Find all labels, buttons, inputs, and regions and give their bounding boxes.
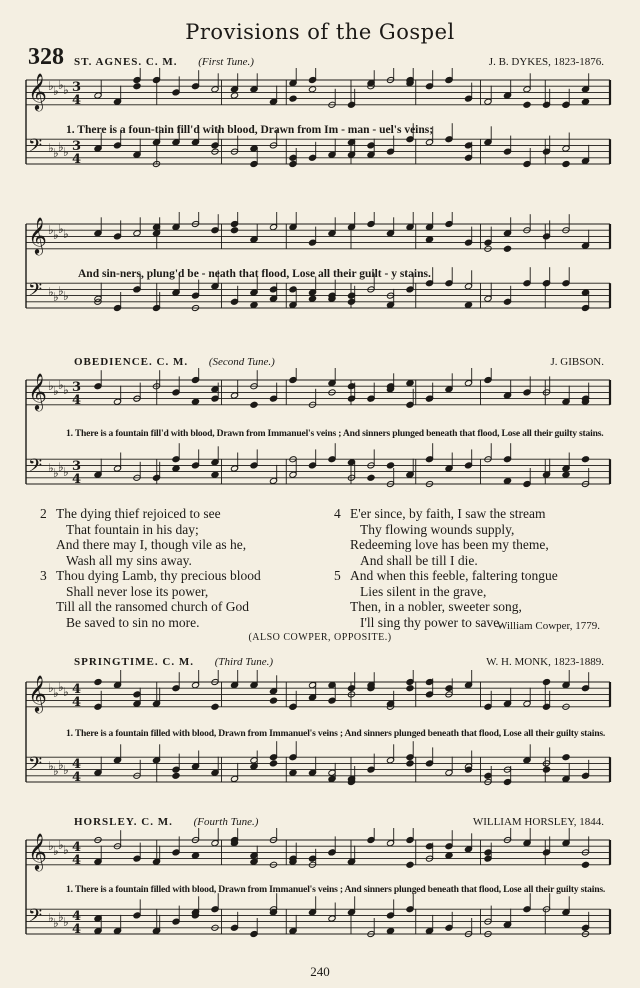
tune-heading-st-agnes xyxy=(74,56,254,68)
time-signature: 4 xyxy=(72,757,82,773)
note-head xyxy=(94,678,102,685)
flat-sign: ♭ xyxy=(58,78,64,92)
note-head xyxy=(406,760,414,767)
flat-sign: ♭ xyxy=(53,146,59,161)
verse-line: Redeeming love has been my theme, xyxy=(350,537,549,553)
note-head xyxy=(425,236,433,243)
time-signature: 4 xyxy=(72,770,82,786)
treble-clef: 𝄞 xyxy=(28,372,47,410)
note-head xyxy=(191,852,199,859)
bass-clef: 𝄢 xyxy=(28,906,43,932)
flat-sign: ♭ xyxy=(58,140,64,155)
verse-line: Thou dying Lamb, thy precious blood xyxy=(56,568,261,583)
composer-credit: J. GIBSON. xyxy=(550,356,604,368)
note-head xyxy=(269,697,277,704)
flat-sign: ♭ xyxy=(48,285,54,300)
note-head xyxy=(230,227,238,234)
time-signature: 3 xyxy=(72,80,82,95)
note-head xyxy=(386,462,394,469)
time-signature: 4 xyxy=(72,909,82,925)
page-title: Provisions of the Gospel xyxy=(185,20,455,44)
verse-line: Shall never lose its power, xyxy=(66,583,209,599)
flat-sign: ♭ xyxy=(63,83,69,97)
flat-sign: ♭ xyxy=(63,685,69,699)
verse-line: Then, in a nobler, sweeter song, xyxy=(350,599,522,615)
tune-heading-obedience xyxy=(74,356,275,368)
treble-clef: 𝄞 xyxy=(28,674,47,712)
verse-line: Lies silent in the grave, xyxy=(360,583,487,599)
flat-sign: ♭ xyxy=(63,763,69,778)
flat-sign: ♭ xyxy=(53,290,59,305)
bass-clef: 𝄢 xyxy=(28,280,43,306)
verse-number: 3 xyxy=(40,568,47,583)
note-head xyxy=(250,401,258,408)
composer-credit: J. B. DYKES, 1823-1876. xyxy=(488,56,604,68)
flat-sign: ♭ xyxy=(53,84,59,98)
flat-sign: ♭ xyxy=(58,838,64,852)
tune-name: ST. AGNES. C. M. xyxy=(74,56,178,68)
verse xyxy=(334,506,614,568)
verse-line: Be saved to sin no more. xyxy=(66,614,200,630)
note-head xyxy=(542,678,550,685)
note-head xyxy=(503,245,511,252)
hymn-number: 328 xyxy=(28,44,64,70)
note-head xyxy=(386,927,394,934)
flat-sign: ♭ xyxy=(58,910,64,925)
note-head xyxy=(289,95,297,102)
verse xyxy=(40,506,320,568)
note-head xyxy=(406,685,414,692)
flat-sign: ♭ xyxy=(53,686,59,700)
note-head xyxy=(308,295,316,302)
treble-clef: 𝄞 xyxy=(28,832,47,870)
time-signature: 3 xyxy=(72,139,82,155)
lyric-line: And sin-ners, plung'd be - neath that flood, Lose all their guilt - y stains. xyxy=(78,268,431,280)
verse-number: 2 xyxy=(40,506,47,521)
note-head xyxy=(191,398,199,405)
flat-sign: ♭ xyxy=(48,911,54,926)
lyric-line: 1. There is a fountain fill'd with blood, Drawn from Immanuel's veins ; And sinners plunged beneath that flood, Lose all their guilty stains. xyxy=(66,428,604,439)
flat-sign: ♭ xyxy=(63,289,69,304)
flat-sign: ♭ xyxy=(48,79,54,93)
time-signature: 4 xyxy=(72,152,82,168)
note-head xyxy=(172,772,180,779)
bass-clef: 𝄢 xyxy=(28,754,43,780)
flat-sign: ♭ xyxy=(63,915,69,930)
bass-clef: 𝄢 xyxy=(28,136,43,162)
treble-clef: 𝄞 xyxy=(28,216,47,254)
note-head xyxy=(562,101,570,108)
verse-line: E'er since, by faith, I saw the stream xyxy=(350,506,546,521)
note-head xyxy=(581,98,589,105)
note-head xyxy=(425,395,433,402)
verse-line: And when this feeble, faltering tongue xyxy=(350,568,558,583)
tune-name: HORSLEY. C. M. xyxy=(74,816,173,828)
verse-line: I'll sing thy power to save. xyxy=(360,614,503,630)
flat-sign: ♭ xyxy=(58,284,64,299)
lyric-line: 1. There is a foun-tain fill'd with blood, Drawn from Im - man - uel's veins; xyxy=(66,124,434,136)
verse-line: The dying thief rejoiced to see xyxy=(56,506,221,521)
tune-heading-springtime xyxy=(74,656,273,668)
tune-label: (First Tune.) xyxy=(198,56,254,68)
note-head xyxy=(230,92,238,99)
flat-sign: ♭ xyxy=(63,465,69,480)
time-signature: 4 xyxy=(72,472,82,488)
verse-line: Wash all my sins away. xyxy=(66,552,192,568)
verse-author: William Cowper, 1779. xyxy=(497,620,600,632)
note-head xyxy=(445,76,453,83)
flat-sign: ♭ xyxy=(48,461,54,476)
flat-sign: ♭ xyxy=(48,223,54,237)
note-head xyxy=(367,474,375,481)
composer-credit: WILLIAM HORSLEY, 1844. xyxy=(472,816,604,828)
bass-clef: 𝄢 xyxy=(28,456,43,482)
note-head xyxy=(289,769,297,776)
note-head xyxy=(581,861,589,868)
note-head xyxy=(464,301,472,308)
flat-sign: ♭ xyxy=(53,228,59,242)
tune-heading-horsley xyxy=(74,816,258,828)
time-signature: 4 xyxy=(72,695,82,710)
tune-name: SPRINGTIME. C. M. xyxy=(74,656,194,668)
note-head xyxy=(133,286,141,293)
note-head xyxy=(172,465,180,472)
flat-sign: ♭ xyxy=(63,227,69,241)
composer-credit: W. H. MONK, 1823-1889. xyxy=(486,656,604,668)
flat-sign: ♭ xyxy=(53,764,59,779)
also-note: (ALSO COWPER, OPPOSITE.) xyxy=(248,632,392,643)
note-head xyxy=(269,760,277,767)
time-signature: 4 xyxy=(72,853,82,868)
lyric-line: 1. There is a fountain filled with blood, Drawn from Immanuel's veins ; And sinners plunged beneath that flood, Lose all their guilty stains. xyxy=(66,884,606,895)
flat-sign: ♭ xyxy=(53,844,59,858)
treble-clef: 𝄞 xyxy=(28,72,47,110)
note-head xyxy=(406,380,414,387)
lyric-line: 1. There is a fountain filled with blood, Drawn from Immanuel's veins ; And sinners plunged beneath that flood, Lose all their guilty stains. xyxy=(66,728,606,739)
time-signature: 4 xyxy=(72,840,82,855)
verse-number: 4 xyxy=(334,506,341,521)
flat-sign: ♭ xyxy=(58,680,64,694)
tune-label: (Third Tune.) xyxy=(214,656,273,668)
note-head xyxy=(308,86,316,93)
note-head xyxy=(562,471,570,478)
flat-sign: ♭ xyxy=(48,141,54,156)
note-head xyxy=(211,703,219,710)
flat-sign: ♭ xyxy=(48,759,54,774)
tune-name: OBEDIENCE. C. M. xyxy=(74,356,189,368)
note-head xyxy=(503,477,511,484)
time-signature: 4 xyxy=(72,922,82,938)
verse-line: That fountain in his day; xyxy=(66,521,199,537)
flat-sign: ♭ xyxy=(58,460,64,475)
flat-sign: ♭ xyxy=(58,758,64,773)
note-head xyxy=(445,852,453,859)
verse-number: 5 xyxy=(334,568,341,583)
note-head xyxy=(542,766,550,773)
time-signature: 4 xyxy=(72,93,82,108)
note-head xyxy=(250,301,258,308)
time-signature: 4 xyxy=(72,393,82,408)
note-head xyxy=(562,160,570,167)
note-head xyxy=(581,456,589,463)
note-head xyxy=(523,101,531,108)
time-signature: 3 xyxy=(72,380,82,395)
tune-label: (Second Tune.) xyxy=(208,356,275,368)
flat-sign: ♭ xyxy=(53,384,59,398)
verse-line: Till all the ransomed church of God xyxy=(56,599,249,615)
flat-sign: ♭ xyxy=(63,383,69,397)
flat-sign: ♭ xyxy=(63,843,69,857)
verse-line: And shall be till I die. xyxy=(360,552,478,568)
note-head xyxy=(328,849,336,856)
note-head xyxy=(133,83,141,90)
note-head xyxy=(562,754,570,761)
flat-sign: ♭ xyxy=(58,378,64,392)
flat-sign: ♭ xyxy=(53,916,59,931)
note-head xyxy=(406,861,414,868)
note-head xyxy=(367,395,375,402)
verse-line: Thy flowing wounds supply, xyxy=(360,521,515,537)
page-number: 240 xyxy=(310,964,330,979)
flat-sign: ♭ xyxy=(53,466,59,481)
time-signature: 3 xyxy=(72,459,82,475)
tune-label: (Fourth Tune.) xyxy=(193,816,259,828)
note-head xyxy=(406,471,414,478)
flat-sign: ♭ xyxy=(63,145,69,160)
flat-sign: ♭ xyxy=(48,839,54,853)
note-head xyxy=(211,471,219,478)
flat-sign: ♭ xyxy=(58,222,64,236)
flat-sign: ♭ xyxy=(48,681,54,695)
time-signature: 4 xyxy=(72,682,82,697)
verse-line: And there may I, though vile as he, xyxy=(56,537,247,553)
flat-sign: ♭ xyxy=(48,379,54,393)
verse xyxy=(40,568,320,630)
note-head xyxy=(152,927,160,934)
